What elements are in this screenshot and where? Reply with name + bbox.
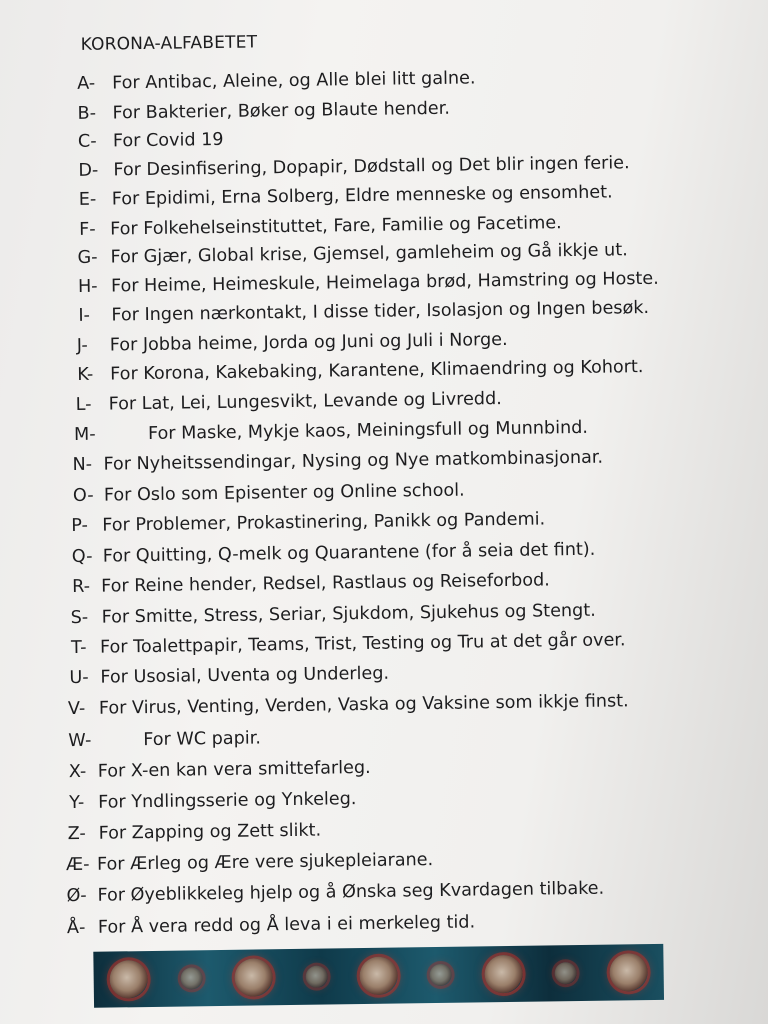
coronavirus-banner-image	[93, 944, 664, 1008]
entry-letter: H-	[77, 276, 98, 297]
entry-text: For Antibac, Aleine, og Alle blei litt galne.	[112, 68, 476, 94]
entry-text: For X-en kan vera smittefarleg.	[97, 757, 371, 782]
entry-letter: A-	[77, 73, 96, 94]
entry-letter: R-	[72, 576, 91, 598]
entry-letter: I-	[78, 305, 91, 326]
entry-text: For Oslo som Episenter og Online school.	[103, 480, 465, 506]
entry-text: For Gjær, Global krise, Gjemsel, gamleheim og Gå ikkje ut.	[110, 240, 628, 268]
virus-icon	[235, 958, 274, 997]
entry-text: For Desinfisering, Dopapir, Dødstall og Det blir ingen ferie.	[113, 153, 630, 181]
entry-letter: B-	[77, 103, 97, 124]
entry-text: For Usosial, Uventa og Underleg.	[100, 663, 390, 688]
entry-text: For Virus, Venting, Verden, Vaska og Vaksine som ikkje finst.	[98, 691, 629, 719]
entry-text: For Ingen nærkontakt, I disse tider, Isolasjon og Ingen besøk.	[111, 297, 650, 326]
entry-text: For Korona, Kakebaking, Karantene, Klimaendring og Kohort.	[110, 357, 644, 385]
virus-icon	[609, 953, 648, 992]
entry-letter: M-	[73, 424, 96, 446]
entry-text: For Lat, Lei, Lungesvikt, Levande og Livredd.	[108, 389, 502, 415]
entry-text: For Øyeblikkeleg hjelp og å Ønska seg Kvardagen tilbake.	[97, 878, 605, 906]
entry-letter: Q-	[71, 546, 93, 568]
entry-text: For Reine hender, Redsel, Rastlaus og Reiseforbod.	[101, 570, 550, 597]
entry-letter: T-	[70, 637, 87, 659]
entry-letter: L-	[75, 394, 92, 415]
entry-letter: W-	[68, 730, 92, 752]
entry-letter: P-	[71, 515, 89, 537]
entry-text: For Bakterier, Bøker og Blaute hender.	[112, 98, 451, 124]
entry-letter: Y-	[69, 792, 85, 814]
entry-letter: J-	[76, 335, 88, 356]
entry-text: For Folkehelseinstituttet, Fare, Familie og Facetime.	[110, 213, 562, 240]
entry-letter: Ø-	[66, 885, 87, 907]
entry-text: For Jobba heime, Jorda og Juni og Juli i Norge.	[109, 329, 508, 356]
entry-text: For Å vera redd og Å leva i ei merkeleg tid.	[97, 912, 476, 938]
entry-letter: C-	[77, 131, 97, 152]
entry-letter: K-	[77, 364, 94, 385]
entry-text: For Maske, Mykje kaos, Meiningsfull og Munnbind.	[147, 417, 589, 444]
entry-letter: N-	[72, 454, 93, 476]
entry-letter: V-	[67, 698, 86, 720]
entry-text: For Ærleg og Ære vere sjukepleiarane.	[96, 850, 434, 875]
virus-icon	[484, 955, 523, 994]
entry-letter: U-	[69, 667, 89, 689]
entry-text: For Zapping og Zett slikt.	[98, 820, 322, 844]
entry-text: For Heime, Heimeskule, Heimelaga brød, Hamstring og Hoste.	[110, 268, 659, 297]
entry-letter: F-	[79, 219, 96, 240]
entry-letter: X-	[68, 761, 87, 783]
entry-text: For Quitting, Q-melk og Quarantene (for å seia det fint).	[102, 539, 596, 567]
entry-letter: Æ-	[65, 854, 90, 876]
entry-text: For WC papir.	[143, 728, 262, 751]
entry-letter: Å-	[66, 917, 86, 939]
entry-text: For Nyheitssendingar, Nysing og Nye matkombinasjonar.	[103, 447, 604, 475]
entry-text: For Problemer, Prokastinering, Panikk og Pandemi.	[102, 509, 546, 536]
virus-icon	[180, 967, 202, 989]
entry-text: For Smitte, Stress, Seriar, Sjukdom, Sjukehus og Stengt.	[101, 600, 596, 628]
entry-text: For Epidimi, Erna Solberg, Eldre menneske og ensomhet.	[111, 182, 613, 210]
entry-letter: D-	[78, 160, 99, 181]
page-title: KORONA-ALFABETET	[80, 32, 258, 55]
entry-letter: Z-	[67, 823, 86, 845]
entry-letter: S-	[70, 607, 89, 629]
entry-letter: G-	[77, 247, 98, 268]
entry-letter: O-	[72, 485, 94, 507]
entry-letter: E-	[78, 189, 97, 210]
virus-icon	[359, 957, 398, 996]
virus-icon	[430, 964, 452, 986]
virus-icon	[305, 966, 327, 988]
entry-text: For Covid 19	[112, 129, 224, 152]
entry-text: For Yndlingsserie og Ynkeleg.	[98, 789, 357, 813]
virus-icon	[110, 960, 149, 999]
entry-text: For Toalettpapir, Teams, Trist, Testing og Tru at det går over.	[99, 630, 626, 658]
virus-icon	[555, 962, 577, 984]
